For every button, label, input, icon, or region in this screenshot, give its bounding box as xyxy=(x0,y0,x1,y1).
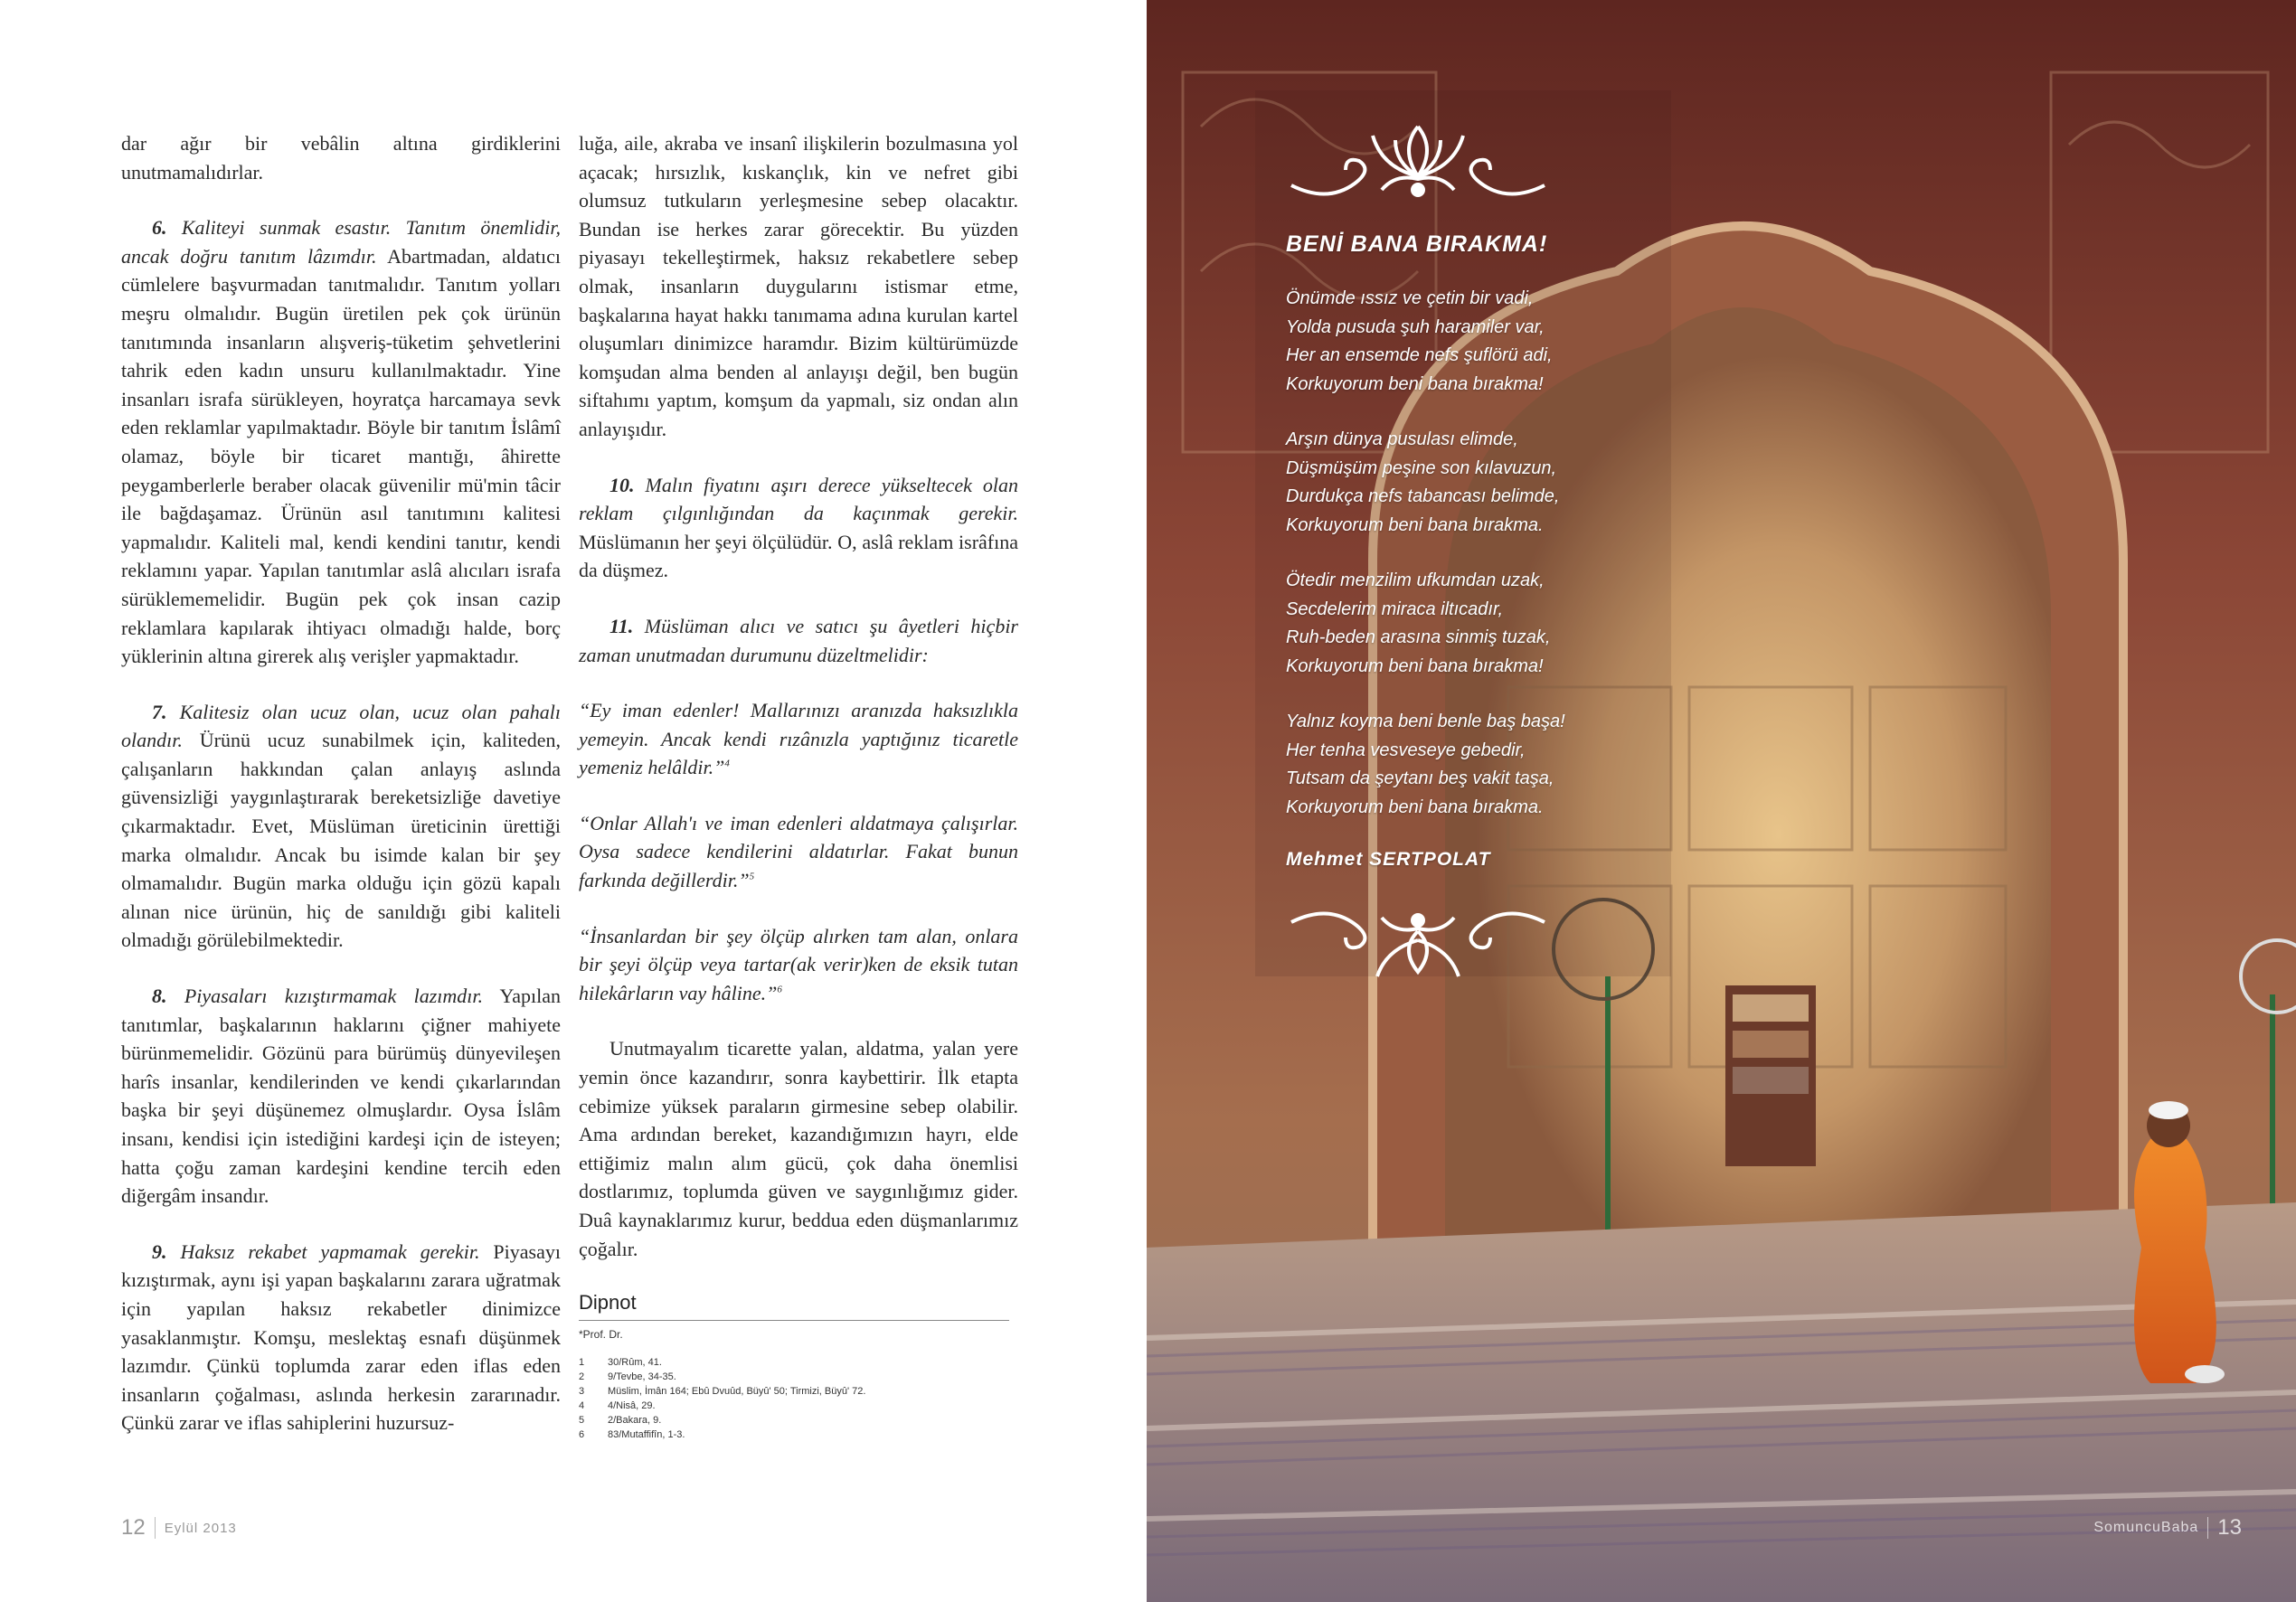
left-page xyxy=(0,0,1147,1602)
poem-stanza xyxy=(1286,708,1630,822)
footnote-number: 5 xyxy=(579,1415,585,1426)
poem-line: Her an ensemde nefs şuflörü adi, xyxy=(1286,345,1553,365)
paragraph: “İnsanlardan bir şey ölçüp alırken tam alan, onlara bir şeyi ölçüp veya tartar(ak verir)ken de eksik tutan hilekârların vay hâline.”$^6$ xyxy=(579,924,1018,1004)
poem-line: Ruh-beden arasına sinmiş tuzak, xyxy=(1286,627,1551,647)
footnote-number: 3 xyxy=(579,1386,585,1397)
folio-divider xyxy=(2207,1517,2208,1539)
footnote-text: 4/Nisâ, 29. xyxy=(608,1400,656,1411)
footnote-text: 30/Rûm, 41. xyxy=(608,1357,662,1368)
poem-line: Durdukça nefs tabancası belimde, xyxy=(1286,486,1560,506)
poem-line: Önümde ıssız ve çetin bir vadi, xyxy=(1286,288,1534,308)
footnote-ref: 6 xyxy=(777,984,782,995)
paragraph: “Ey iman edenler! Mallarınızı aranızda haksızlıkla yemeyin. Ancak kendi rızânızla yaptığınız ticaretle yemeniz helâldir.”$^4$ xyxy=(579,699,1018,779)
item-heading: Kaliteyi sunmak esastır. Tanıtım önemlidir, ancak doğru tanıtım lâzımdır. xyxy=(121,216,561,268)
folio-right xyxy=(2093,1515,2242,1541)
paragraph: 6. Kaliteyi sunmak esastır. Tanıtım önemlidir, ancak doğru tanıtım lâzımdır. Abartmadan, aldatıcı cümlelere başvurmadan tanıtmalıdır. Tanıtım yolları meşru olmalıdır. Bugün üretilen pek çok ürünün tanıtımında insanların alışveriş-tüketim şehvetlerini tahrik eden kadın unsuru kullanılmaktadır. Yine insanları israfa sürükleyen, hoyratça harcamaya sevk eden reklamlar yapılmaktadır. Böyle bir tanıtım İslâmî olamaz, böyle bir ticaret mantığı, âhirette peygamberlerle beraber olacak güvenilir mü'min tâcir ile bağdaşamaz. Ürünün asıl tanıtımını kalitesi yapmalıdır. Kaliteli mal, kendi kendini tanıtır, kendi reklamını yapar. Yapılan tanıtımlar aslâ alıcıları israfa sürüklememelidir. Bugün pek çok insan cazip reklamlara kapılarak ihtiyacı olmadığı halde, borç yüklerinin altına girerek alış verişler yapmaktadır. xyxy=(121,216,562,668)
paragraph: 8. Piyasaları kızıştırmamak lazımdır. Yapılan tanıtımlar, başkalarının haklarını çiğner mahiyete bürünmemelidir. Gözünü para bürümüş dünyevileşen harîs insanlar, kendilerinden ve kendi çıkarlarından başka bir şeyi düşünemez olmuşlardır. Oysa İslâm insanı, kendisi için istediğini kardeşi için de isteyen; hatta çoğu zaman kardeşini kendine tercih eden diğergâm insandır. xyxy=(121,985,561,1208)
poem-line: Korkuyorum beni bana bırakma! xyxy=(1286,655,1544,676)
folio-divider xyxy=(155,1517,156,1539)
footnote-ref: 4 xyxy=(724,758,730,769)
footnote-ref: 5 xyxy=(749,871,755,882)
poem-stanza xyxy=(1286,426,1630,540)
footnote-item xyxy=(579,1384,1009,1399)
page-number: 13 xyxy=(2217,1515,2242,1540)
item-number: 10. xyxy=(609,473,635,496)
poem-line: Düşmüşüm peşine son kılavuzun, xyxy=(1286,457,1557,478)
poem-line: Ötedir menzilim ufkumdan uzak, xyxy=(1286,570,1545,590)
paragraph: luğa, aile, akraba ve insanî ilişkilerin bozulmasına yol açacak; hırsızlık, kıskançlık, kin ve nefret gibi olumsuz tutkuların yerleşmesine sebep olacaktır. Bundan ise herkes zarar görecektir. Bu yüzden piyasayı tekelleştirmek, haksız rekabetlere sebep olmak, insanların duygularını istismar etme, başkalarına hayat hakkı tanımama adına kurulan kartel oluşumları dinimizce haramdır. Bizim kültürümüzde komşudan alma benden al anlayışı değil, ben bugün siftahımı yaptım, komşum da yapmalı, siz ondan alın anlayışıdır. xyxy=(579,132,1018,440)
poem xyxy=(1286,231,1630,871)
paragraph xyxy=(579,612,1018,669)
magazine-brand: SomuncuBaba xyxy=(2093,1520,2199,1535)
paragraph: 10. Malın fiyatını aşırı derece yükseltecek olan reklam çılgınlığından da kaçınmak gerekir. Müslümanın her şeyi ölçülüdür. O, aslâ reklam isrâfına da düşmez. xyxy=(579,473,1018,582)
footnote-text: 2/Bakara, 9. xyxy=(608,1415,662,1426)
folio-left xyxy=(121,1515,237,1541)
item-heading: Kalitesiz olan ucuz olan, ucuz olan pahalı olandır. xyxy=(121,700,561,752)
poem-stanza xyxy=(1286,567,1630,681)
ornament-top-icon xyxy=(1282,118,1554,208)
poem-stanzas xyxy=(1286,285,1630,822)
poem-author: Mehmet SERTPOLAT xyxy=(1286,849,1491,870)
item-heading: Müslüman alıcı ve satıcı şu âyetleri hiçbir zaman unutmadan durumunu düzeltmelidir: xyxy=(579,614,1018,666)
poem-line: Yalnız koyma beni benle baş başa! xyxy=(1286,711,1565,731)
poem-line: Yolda pusuda şuh haramiler var, xyxy=(1286,316,1545,337)
poem-line: Arşın dünya pusulası elimde, xyxy=(1286,429,1518,449)
footnotes xyxy=(579,1291,1009,1442)
footnote-number: 4 xyxy=(579,1400,585,1411)
footnote-number: 2 xyxy=(579,1371,585,1382)
paragraph: Unutmayalım ticarette yalan, aldatma, yalan yere yemin önce kazandırır, sonra kaybettirir. İlk etapta cebimize yüksek paraların girmesine sebep olabilir. Ama ardından bereket, kazandığımızın hayrı, elde ettiğimiz malın alım gücü, çok daha önemlisi dostlarımız, toplumda güven ve saygınlığımız gider. Duâ kaynaklarımız kurur, beddua eden düşmanlarımız çoğalır. xyxy=(579,1037,1018,1260)
poem-line: Korkuyorum beni bana bırakma. xyxy=(1286,514,1544,535)
footnote-item xyxy=(579,1355,1009,1370)
paragraph: 9. Haksız rekabet yapmamak gerekir. Piyasayı kızıştırmak, aynı işi yapan başkalarını zarara uğratmak için yapılan haksız rekabetler dinimizce yasaklanmıştır. Komşu, meslektaş esnafı düşünmek lazımdır. Çünkü toplumda zarar eden iflas eden insanların çoğalması, aslında herkesin zararınadır. Çünkü zarar ve iflas sahiplerini huzursuz- xyxy=(121,1239,561,1435)
footnote-list xyxy=(579,1355,1009,1442)
footnote-number: 1 xyxy=(579,1357,585,1368)
item-number: 9. xyxy=(152,1239,167,1263)
poem-line: Secdelerim miraca iltıcadır, xyxy=(1286,598,1504,619)
right-page-photo xyxy=(1147,0,2296,1602)
footnote-text: 83/Mutaffifîn, 1-3. xyxy=(608,1429,685,1440)
footnote-item xyxy=(579,1428,1009,1442)
poem-stanza xyxy=(1286,285,1630,399)
poem-line: Tutsam da şeytanı beş vakit taşa, xyxy=(1286,768,1554,788)
item-number: 7. xyxy=(152,700,167,723)
poem-line: Korkuyorum beni bana bırakma! xyxy=(1286,373,1544,394)
poem-line: Korkuyorum beni bana bırakma. xyxy=(1286,796,1544,817)
footnote-item xyxy=(579,1370,1009,1384)
footnote-number: 6 xyxy=(579,1429,585,1440)
footnote-text: 9/Tevbe, 34-35. xyxy=(608,1371,676,1382)
item-heading: Haksız rekabet yapmamak gerekir. xyxy=(166,1239,480,1263)
item-number: 6. xyxy=(152,216,167,240)
item-number: 11. xyxy=(609,614,634,637)
page-number: 12 xyxy=(121,1515,146,1540)
text-column-2 xyxy=(579,129,1018,1290)
footnotes-title: Dipnot xyxy=(579,1291,1009,1321)
poem-line: Her tenha vesveseye gebedir, xyxy=(1286,740,1526,760)
footnote-item xyxy=(579,1399,1009,1413)
author-note: *Prof. Dr. xyxy=(579,1328,623,1341)
paragraph: dar ağır bir vebâlin altına girdiklerini unutmamalıdırlar. xyxy=(121,132,561,184)
ornament-bottom-icon xyxy=(1282,904,1554,985)
paragraph: “Onlar Allah'ı ve iman edenleri aldatmaya çalışırlar. Oysa sadece kendilerini aldatırlar. Fakat bunun farkında değillerdir.”$^5$ xyxy=(579,811,1018,892)
footnote-text: Müslim, İmân 164; Ebû Dvuûd, Büyû' 50; Tirmizi, Büyû' 72. xyxy=(608,1386,866,1397)
paragraph: 7. Kalitesiz olan ucuz olan, ucuz olan pahalı olandır. Ürünü ucuz sunabilmek için, kaliteden, çalışanların hakkından çalan anlayış aslında güvensizliği yaygınlaştırarak bereketsizliğe davetiye çıkarmaktadır. Evet, Müslüman üreticinin ürettiği marka olmalıdır. Ancak bu isimde kalan bir şey olmamalıdır. Bugün marka olduğu için gözü kapalı alınan nice ürünün, hiç de sanıldığı gibi kaliteli olmadığı görülebilmektedir. xyxy=(121,700,561,952)
item-heading: Malın fiyatını aşırı derece yükseltecek olan reklam çılgınlığından da kaçınmak gerekir. xyxy=(579,473,1018,525)
text-column-1 xyxy=(121,129,561,1465)
issue-date: Eylül 2013 xyxy=(164,1520,237,1536)
footnote-item xyxy=(579,1413,1009,1428)
item-number: 8. xyxy=(152,985,167,1008)
item-heading: Piyasaları kızıştırmamak lazımdır. xyxy=(166,985,484,1008)
poem-title: BENİ BANA BIRAKMA! xyxy=(1286,231,1548,257)
